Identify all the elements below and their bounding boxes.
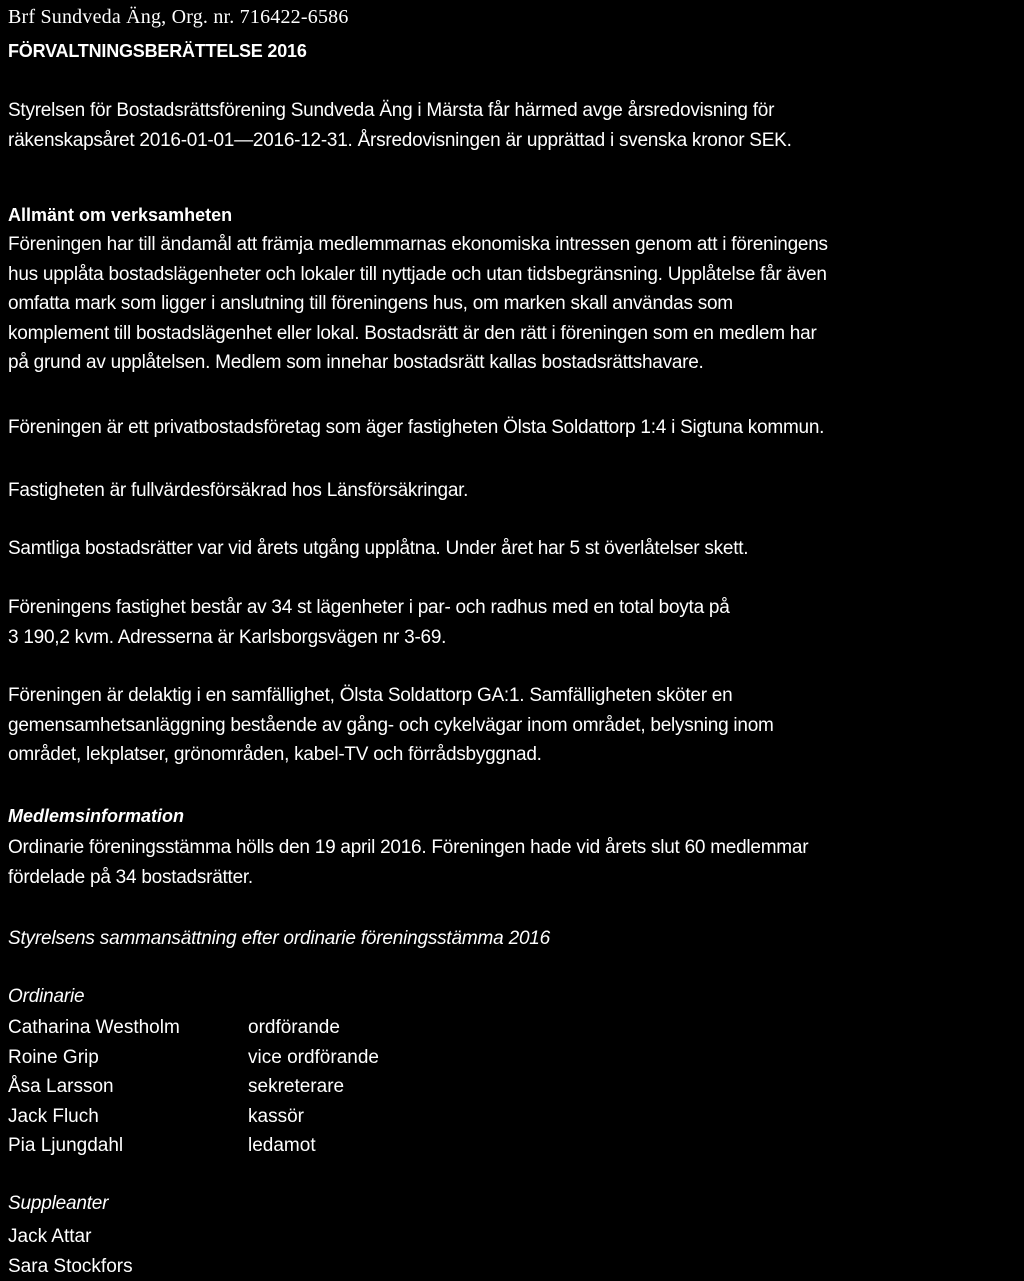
member-name: Jack Fluch <box>8 1102 99 1132</box>
purpose-line: omfatta mark som ligger i anslutning till föreningens hus, om marken skall användas som <box>8 289 1020 319</box>
members-line: Ordinarie föreningsstämma hölls den 19 april 2016. Föreningen hade vid årets slut 60 medlemmar <box>8 833 1020 863</box>
joint-facility-line: området, lekplatser, grönområden, kabel-TV och förrådsbyggnad. <box>8 740 1020 770</box>
purpose-paragraph <box>8 230 1020 378</box>
purpose-line: hus upplåta bostadslägenheter och lokaler till nyttjade och utan tidsbegränsning. Upplåtelse får även <box>8 260 1020 290</box>
purpose-line: komplement till bostadslägenhet eller lokal. Bostadsrätt är den rätt i föreningen som en medlem har <box>8 319 1020 349</box>
intro-line: räkenskapsåret 2016-01-01—2016-12-31. Årsredovisningen är upprättad i svenska kronor SEK. <box>8 126 1020 156</box>
members-heading: Medlemsinformation <box>8 806 184 827</box>
general-heading: Allmänt om verksamheten <box>8 205 232 226</box>
member-role: ordförande <box>248 1013 340 1043</box>
ordinary-label: Ordinarie <box>8 986 84 1008</box>
property-owner-paragraph <box>8 413 1020 443</box>
document-page <box>8 0 1020 1280</box>
property-paragraph <box>8 593 1020 652</box>
property-line: 3 190,2 kvm. Adresserna är Karlsborgsvägen nr 3-69. <box>8 623 1020 653</box>
members-line: fördelade på 34 bostadsrätter. <box>8 863 1020 893</box>
board-composition-heading: Styrelsens sammansättning efter ordinarie föreningsstämma 2016 <box>8 928 550 950</box>
transfers-line: Samtliga bostadsrätter var vid årets utgång upplåtna. Under året har 5 st överlåtelser skett. <box>8 534 1020 564</box>
deputy-name: Jack Attar <box>8 1222 91 1252</box>
insurance-line: Fastigheten är fullvärdesförsäkrad hos Länsförsäkringar. <box>8 476 1020 506</box>
report-title: FÖRVALTNINGSBERÄTTELSE 2016 <box>8 41 307 62</box>
property-line: Föreningens fastighet består av 34 st lägenheter i par- och radhus med en total boyta på <box>8 593 1020 623</box>
joint-facility-line: gemensamhetsanläggning bestående av gång- och cykelvägar inom området, belysning inom <box>8 711 1020 741</box>
member-name: Roine Grip <box>8 1043 99 1073</box>
member-name: Åsa Larsson <box>8 1072 114 1102</box>
transfers-paragraph <box>8 534 1020 564</box>
organization-line: Brf Sundveda Äng, Org. nr. 716422-6586 <box>8 6 349 29</box>
insurance-paragraph <box>8 476 1020 506</box>
property-owner-line: Föreningen är ett privatbostadsföretag som äger fastigheten Ölsta Soldattorp 1:4 i Sigtuna kommun. <box>8 413 1020 443</box>
member-role: vice ordförande <box>248 1043 379 1073</box>
purpose-line: på grund av upplåtelsen. Medlem som innehar bostadsrätt kallas bostadsrättshavare. <box>8 348 1020 378</box>
member-name: Catharina Westholm <box>8 1013 180 1043</box>
joint-facility-line: Föreningen är delaktig i en samfällighet, Ölsta Soldattorp GA:1. Samfälligheten sköter en <box>8 681 1020 711</box>
deputy-name: Sara Stockfors <box>8 1252 133 1281</box>
member-name: Pia Ljungdahl <box>8 1131 123 1161</box>
intro-line: Styrelsen för Bostadsrättsförening Sundveda Äng i Märsta får härmed avge årsredovisning för <box>8 96 1020 126</box>
deputies-label: Suppleanter <box>8 1193 108 1215</box>
member-role: kassör <box>248 1102 304 1132</box>
member-role: ledamot <box>248 1131 316 1161</box>
purpose-line: Föreningen har till ändamål att främja medlemmarnas ekonomiska intressen genom att i föreningens <box>8 230 1020 260</box>
members-paragraph <box>8 833 1020 892</box>
joint-facility-paragraph <box>8 681 1020 770</box>
member-role: sekreterare <box>248 1072 344 1102</box>
intro-paragraph <box>8 96 1020 155</box>
